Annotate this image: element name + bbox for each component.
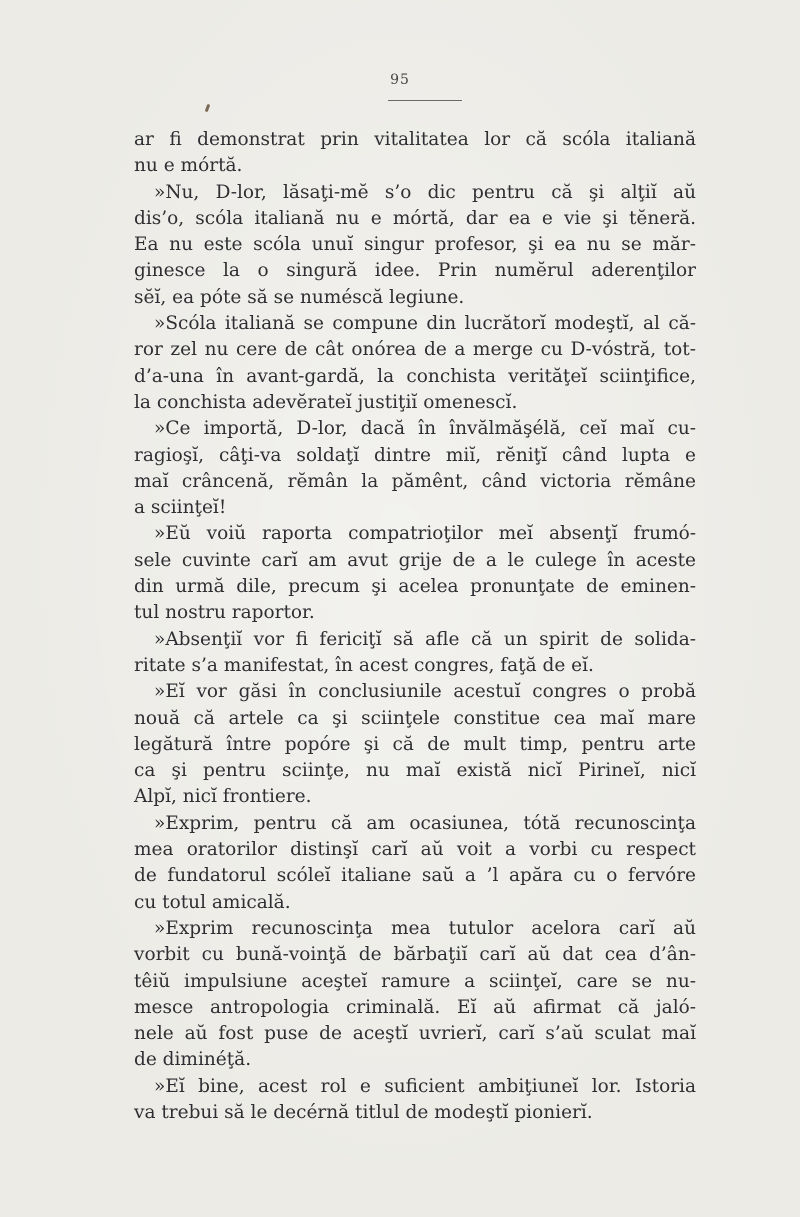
text-line: mesce antropologia criminală. Eĭ aŭ afirmat că jaló- [134,996,696,1018]
text-line: va trebui să le decérnă titlul de modeştĭ pionierĭ. [134,1101,593,1123]
text-line: sele cuvinte carĭ am avut grije de a le culege în aceste [134,549,696,571]
text-line: ginesce la o singură idee. Prin numĕrul aderenţilor [134,260,696,282]
text-line: »Nu, D-lor, lăsaţi-mĕ s’o dic pentru că şi alţiĭ aŭ [154,181,696,203]
text-line: nouă că artele ca şi sciinţele constitue cea maĭ mare [134,707,696,729]
text-line: ritate s’a manifestat, în acest congres, faţă de eĭ. [134,654,594,676]
text-line: têiŭ impulsiune aceşteĭ ramure a sciinţeĭ, care se nu- [134,970,696,992]
text-line: de fundatorul scóleĭ italiane saŭ a ’l apăra cu o fervóre [134,865,696,887]
page-number: 95 [390,72,410,88]
paper-speck [205,104,211,113]
text-line: de diminéţă. [134,1049,252,1071]
text-line: ca şi pentru sciinţe, nu maĭ există nicĭ Pirineĭ, nicĭ [134,760,696,782]
header-rule [388,100,462,101]
text-line: a sciinţeĭ! [134,497,227,519]
text-line: nele aŭ fost puse de aceştĭ uvrierĭ, carĭ s’aŭ sculat maĭ [134,1023,696,1045]
text-line: »Exprim, pentru că am ocasiunea, tótă recunoscinţa [154,812,696,834]
text-line: d’a-una în avant-gardă, la conchista verităţeĭ sciinţifice, [134,365,696,387]
text-line: »Exprim recunoscinţa mea tutulor acelora carĭ aŭ [154,917,696,939]
text-line: la conchista adevĕrateĭ justiţiĭ omenescĭ. [134,391,518,413]
text-line: »Ce importă, D-lor, dacă în învălmăşélă, ceĭ maĭ cu- [154,418,696,440]
text-line: cu totul amicală. [134,891,291,913]
text-line: »Scóla italiană se compune din lucrătorĭ modeştĭ, al că- [154,313,696,335]
text-line: »Absenţiĭ vor fi fericiţĭ să afle că un spirit de solida- [154,628,696,650]
text-line: vorbit cu bună-voinţă de bărbaţiĭ carĭ aŭ dat cea d’ân- [134,944,696,966]
text-line: Ea nu este scóla unuĭ singur profesor, şi ea nu se măr- [134,234,696,256]
text-line: ragioşĭ, câţi-va soldaţĭ dintre miĭ, rĕniţĭ când lupta e [134,444,696,466]
text-line: »Eŭ voiŭ raporta compatrioţilor meĭ absenţĭ frumó- [154,523,696,545]
body-text [134,127,696,1126]
text-line: mea oratorilor distinşĭ carĭ aŭ voit a vorbi cu respect [134,839,696,861]
text-line: Alpĭ, nicĭ frontiere. [134,786,312,808]
text-line: nu e mórtă. [134,155,243,177]
text-line: din urmă dile, precum şi acelea pronunţate de eminen- [134,576,696,598]
text-line: ror zel nu cere de cât onórea de a merge cu D-vóstră, tot- [134,339,696,361]
text-line: dis’o, scóla italiană nu e mórtă, dar ea e vie şi tĕneră. [134,207,696,229]
text-line: legătură între popóre şi că de mult timp, pentru arte [134,733,696,755]
text-line: maĭ crâncenă, rĕmân la pămênt, când victoria rĕmâne [134,470,696,492]
text-line: ar fi demonstrat prin vitalitatea lor că scóla italiană [134,129,696,150]
text-line: tul nostru raportor. [134,602,315,624]
text-line: »Eĭ vor găsi în conclusiunile acestuĭ congres o probă [154,681,696,703]
text-line: »Eĭ bine, acest rol e suficient ambiţiuneĭ lor. Istoria [154,1075,696,1097]
text-line: sĕĭ, ea póte să se numéscă legiune. [134,286,465,308]
